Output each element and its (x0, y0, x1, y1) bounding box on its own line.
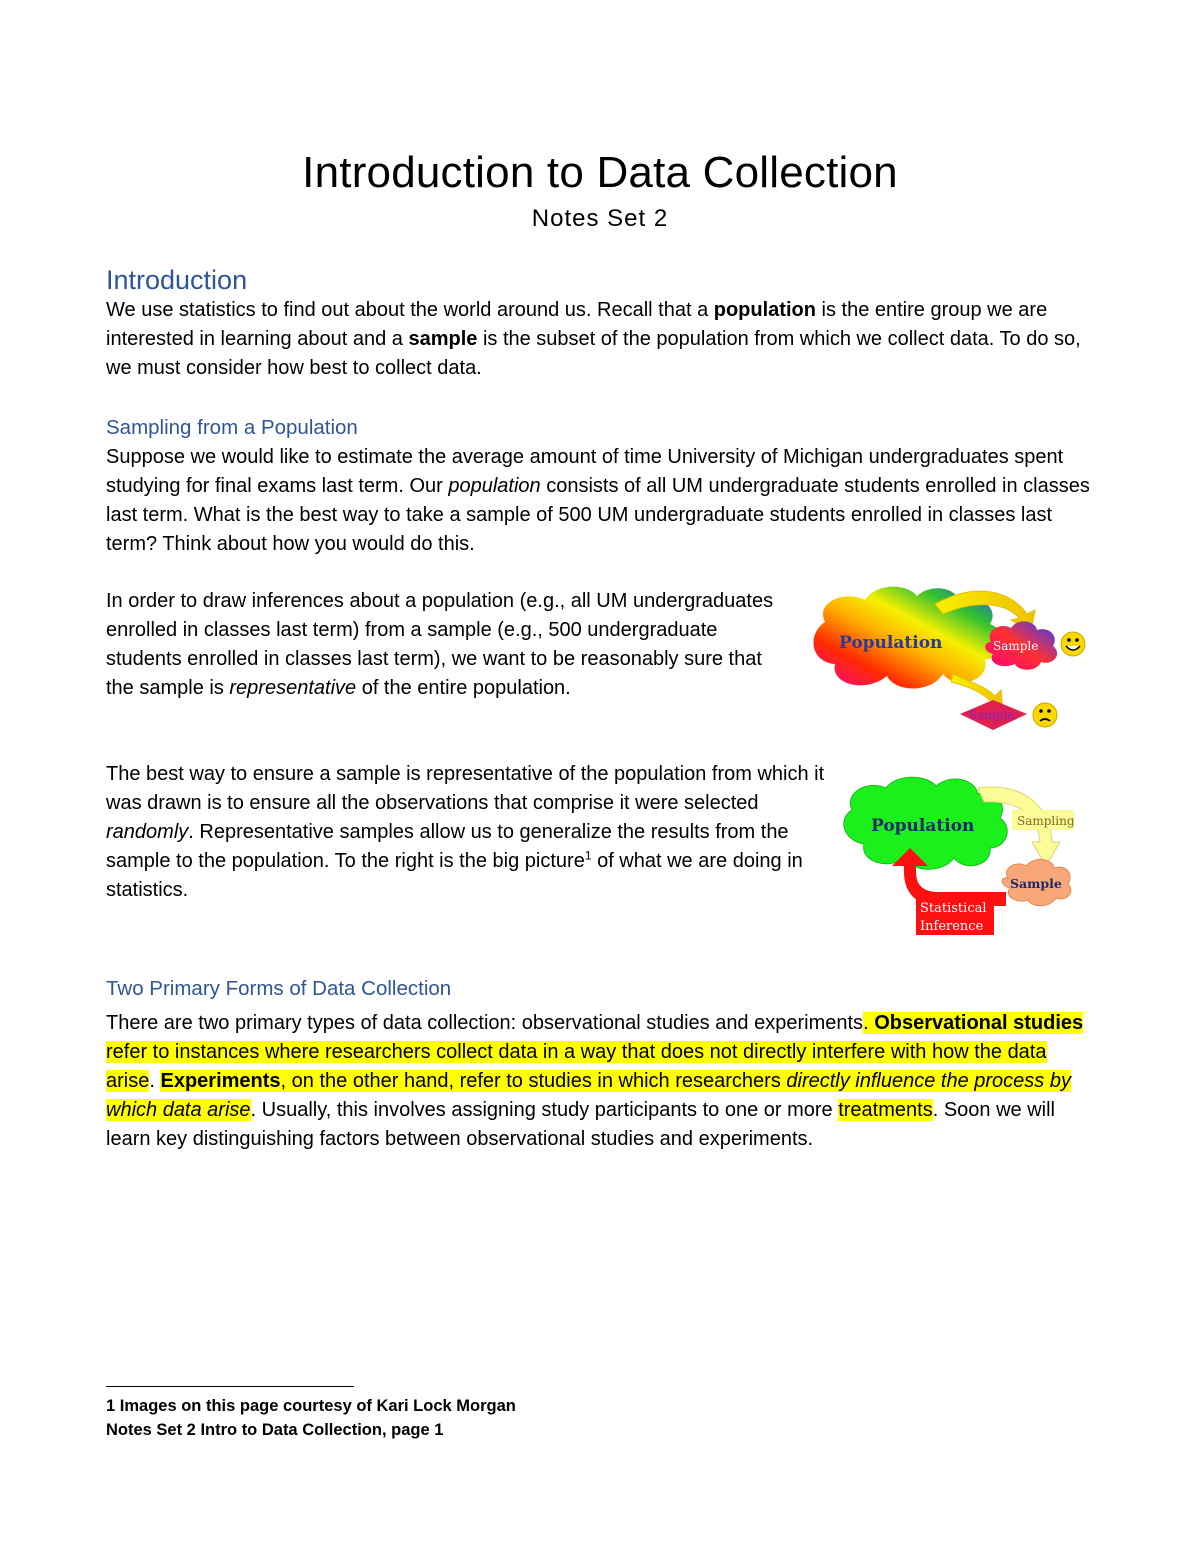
footnote-separator (106, 1386, 354, 1387)
forms-text-2: . Usually, this involves assigning study participants to one or more (250, 1099, 839, 1121)
forms-paragraph (106, 1009, 1091, 1154)
inference-label-line1: Statistical (920, 901, 987, 916)
inference-text-1: In order to draw inferences about a population (e.g., all UM undergraduates enrolled in classes last term) from a sample (e.g., 500 undergraduate students enrolled in classes last term), we want to be reasonably sure that the sample is (106, 590, 774, 699)
term-observational-studies: Observational studies (874, 1012, 1084, 1034)
experiments-definition: , on the other hand, refer to studies in which researchers (280, 1070, 787, 1092)
population-label: Population (839, 633, 943, 653)
inference-label-line2: Inference (920, 919, 984, 934)
experiments-italic: directly influence the process by which data arise (106, 1070, 1071, 1121)
bad-sample-label: Sample (969, 708, 1015, 722)
observational-definition: refer to instances where researchers collect data in a way that does not directly interfere with how the data arise (106, 1041, 1047, 1092)
sampling-paragraph (106, 443, 1091, 559)
forms-text-1: There are two primary types of data collection: observational studies and experiments (106, 1012, 864, 1034)
italic-population: population (448, 475, 541, 497)
sample-label-2: Sample (1010, 876, 1062, 891)
intro-heading: Introduction (106, 265, 248, 295)
good-sample-label: Sample (993, 639, 1039, 653)
inference-text-2: of the entire population. (356, 677, 571, 699)
sampling-label: Sampling (1017, 814, 1075, 828)
inference-paragraph (106, 587, 786, 703)
intro-text-1: We use statistics to find out about the world around us. Recall that a (106, 299, 714, 321)
term-treatments: treatments (838, 1099, 933, 1121)
big-picture-diagram (838, 774, 1083, 939)
footnote: 1 Images on this page courtesy of Kari Lock Morgan (106, 1397, 516, 1415)
term-experiments: Experiments (160, 1070, 281, 1092)
term-sample: sample (408, 328, 478, 350)
page-title: Introduction to Data Collection (302, 148, 898, 197)
random-text-1: The best way to ensure a sample is representative of the population from which it was drawn is to ensure all the observations that comprise it were selected (106, 763, 825, 814)
smiley-happy-icon (1061, 632, 1085, 656)
population-label-2: Population (871, 816, 975, 836)
random-text-2: . Representative samples allow us to generalize the results from the sample to the population. To the right is the big picture (106, 821, 789, 872)
italic-randomly: randomly (106, 821, 189, 843)
forms-heading: Two Primary Forms of Data Collection (106, 977, 452, 1000)
figure-representative-sample (805, 582, 1095, 742)
italic-representative: representative (229, 677, 357, 699)
representative-sample-diagram (805, 582, 1095, 742)
intro-text-3: is the subset of the population from which we collect data. To do so, we must consider how best to collect data. (106, 328, 1081, 379)
footnote-marker: 1 (584, 848, 592, 863)
smiley-sad-icon (1033, 703, 1057, 727)
page-subtitle: Notes Set 2 (531, 205, 669, 232)
sampling-text-2: consists of all UM undergraduate students enrolled in classes last term. What is the best way to take a sample of 500 UM undergraduate students enrolled in classes last term? Think about how you would do this. (106, 475, 1090, 555)
random-text-3: of what we are doing in statistics. (106, 850, 803, 901)
highlight-dot: . (863, 1012, 875, 1034)
sampling-text-1: Suppose we would like to estimate the average amount of time University of Michigan undergraduates spent studying for final exams last term. Our (106, 446, 1064, 497)
forms-dot: . (149, 1070, 161, 1092)
random-paragraph (106, 760, 826, 905)
sampling-heading: Sampling from a Population (106, 416, 358, 439)
page-label: Notes Set 2 Intro to Data Collection, page 1 (106, 1421, 444, 1439)
term-population: population (713, 299, 816, 321)
intro-paragraph (106, 296, 1096, 383)
intro-text-2: is the entire group we are interested in learning about and a (106, 299, 1048, 350)
forms-text-3: . Soon we will learn key distinguishing factors between observational studies and experiments. (106, 1099, 1055, 1150)
figure-big-picture (838, 774, 1083, 939)
